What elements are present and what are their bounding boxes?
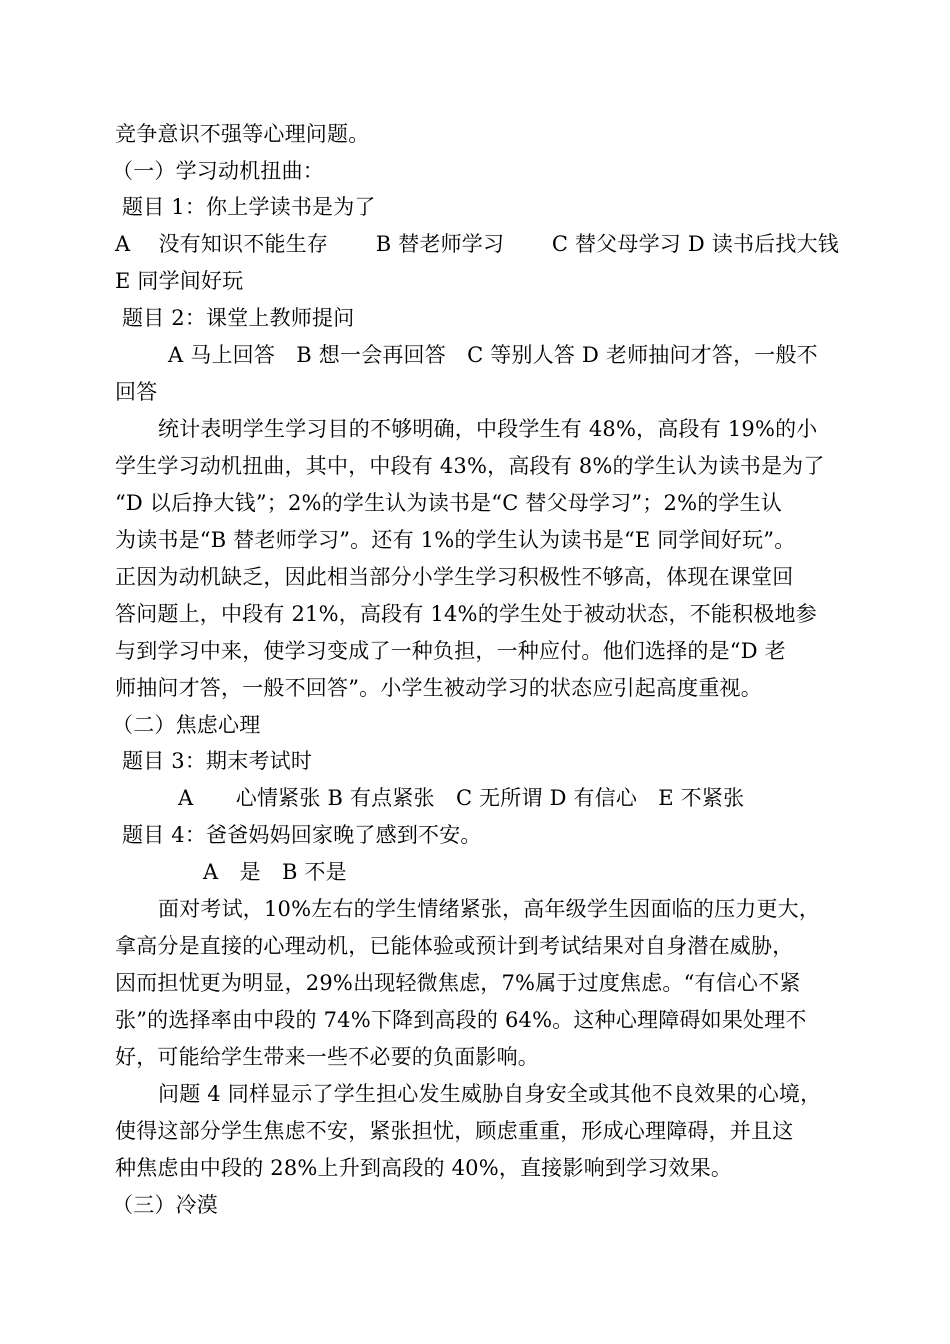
question-2-options-line-1: A 马上回答 B 想一会再回答 C 等别人答 D 老师抽问才答，一般不 [168,343,818,367]
paragraph-line: 张”的选择率由中段的 74%下降到高段的 64%。这种心理障碍如果处理不 [115,1008,807,1032]
paragraph-line: 面对考试，10%左右的学生情绪紧张，高年级学生因面临的压力更大， [158,897,821,921]
question-2-options-line-2: 回答 [115,380,158,404]
section-2-heading: （二）焦虑心理 [112,713,261,737]
paragraph-line: 拿高分是直接的心理动机，已能体验或预计到考试结果对自身潜在威胁， [115,934,794,958]
question-2-title: 题目 2：课堂上教师提问 [122,306,355,330]
paragraph-line: 好，可能给学生带来一些不必要的负面影响。 [115,1045,539,1069]
question-1-title: 题目 1：你上学读书是为了 [122,195,376,219]
section-3-heading: （三）冷漠 [112,1193,218,1217]
question-1-option-cd: C 替父母学习 D 读书后找大钱 [551,232,839,256]
paragraph-line: 与到学习中来，使学习变成了一种负担，一种应付。他们选择的是“D 老 [115,639,786,663]
paragraph-line: 种焦虑由中段的 28%上升到高段的 40%，直接影响到学习效果。 [115,1156,733,1180]
intro-text: 竞争意识不强等心理问题。 [115,122,370,146]
paragraph-line: 答问题上，中段有 21%，高段有 14%的学生处于被动状态，不能积极地参 [115,602,817,626]
paragraph-line: 学生学习动机扭曲，其中，中段有 43%，高段有 8%的学生认为读书是为了 [115,454,825,478]
section-1-heading: （一）学习动机扭曲： [112,159,324,183]
question-4-title: 题目 4：爸爸妈妈回家晚了感到不安。 [122,823,482,847]
question-1-options-line-1 [115,229,839,259]
paragraph-line: 统计表明学生学习目的不够明确，中段学生有 48%，高段有 19%的小 [158,417,818,441]
question-1-options-line-2: E 同学间好玩 [115,269,244,293]
paragraph-line: 师抽问才答，一般不回答”。小学生被动学习的状态应引起高度重视。 [115,676,762,700]
paragraph-line: “D 以后挣大钱”；2%的学生认为读书是“C 替父母学习”；2%的学生认 [115,491,783,515]
paragraph-line: 为读书是“B 替老师学习”。还有 1%的学生认为读书是“E 同学间好玩”。 [115,528,796,552]
paragraph-line: 使得这部分学生焦虑不安，紧张担忧，顾虑重重，形成心理障碍，并且这 [115,1119,794,1143]
question-1-option-b: B 替老师学习 [375,232,505,256]
paragraph-line: 问题 4 同样显示了学生担心发生威胁自身安全或其他不良效果的心境， [158,1082,822,1106]
question-3-title: 题目 3：期末考试时 [122,749,313,773]
question-3-options: A 心情紧张 B 有点紧张 C 无所谓 D 有信心 E 不紧张 [178,786,745,810]
question-1-option-a: A 没有知识不能生存 [115,232,329,256]
paragraph-line: 正因为动机缺乏，因此相当部分小学生学习积极性不够高，体现在课堂回 [115,565,794,589]
paragraph-line: 因而担忧更为明显，29%出现轻微焦虑，7%属于过度焦虑。“有信心不紧 [115,971,801,995]
question-4-options: A 是 B 不是 [203,860,347,884]
